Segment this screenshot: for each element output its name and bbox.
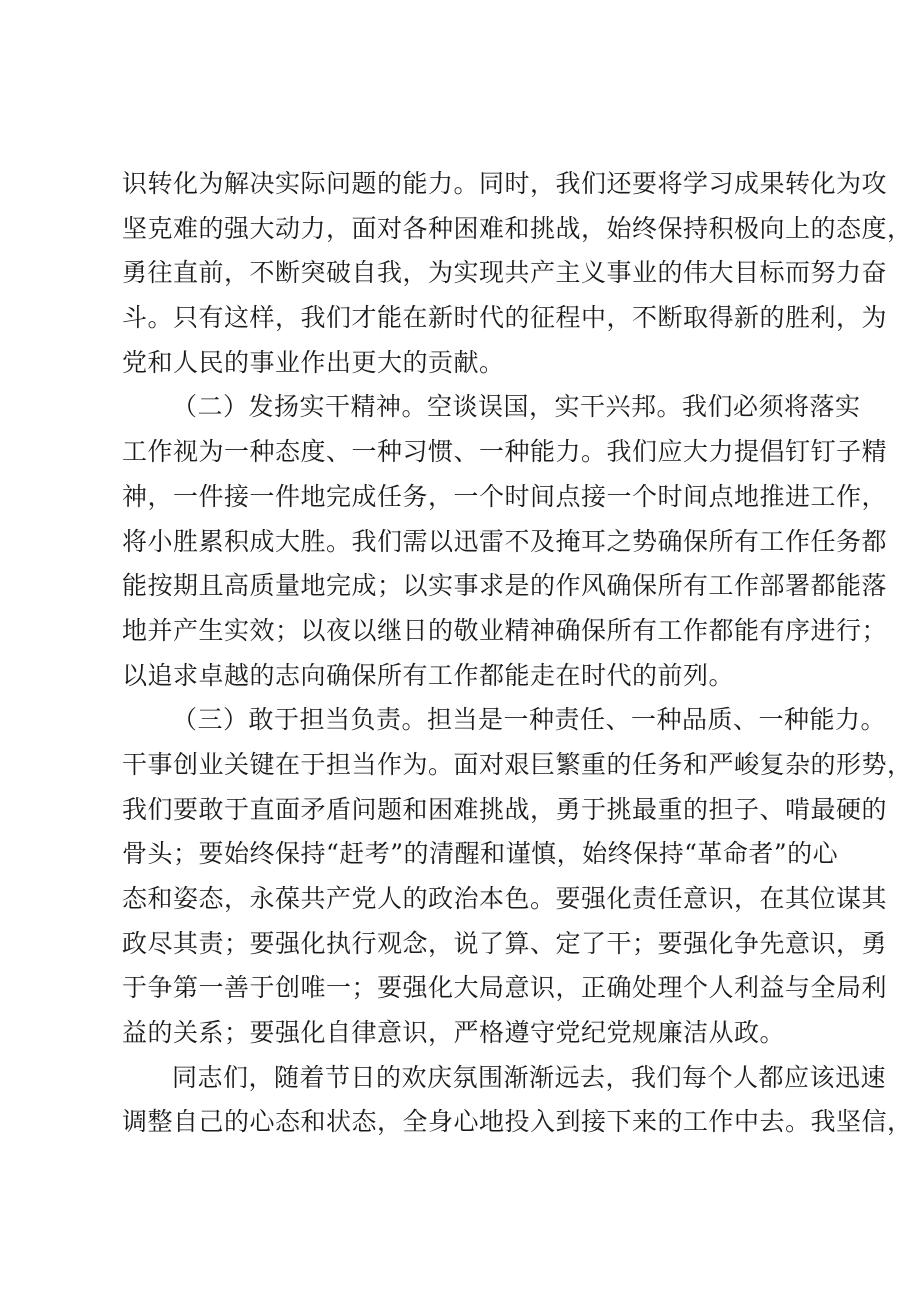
text-line: 于争第一善于创唯一；要强化大局意识，正确处理个人利益与全局利 [122, 973, 888, 1003]
text-line: 坚克难的强大动力，面对各种困难和挑战，始终保持积极向上的态度， [122, 213, 913, 243]
text-line: 调整自己的心态和状态，全身心地投入到接下来的工作中去。我坚信， [122, 1107, 913, 1137]
text-line: （三）敢于担当负责。担当是一种责任、一种品质、一种能力。 [172, 705, 887, 735]
text-line: 斗。只有这样，我们才能在新时代的征程中，不断取得新的胜利，为 [122, 303, 888, 333]
text-line: 我们要敢于直面矛盾问题和困难挑战，勇于挑最重的担子、啃最硬的 [122, 794, 888, 824]
text-line: 同志们，随着节日的欢庆氛围渐渐远去，我们每个人都应该迅速 [172, 1062, 887, 1092]
text-line: 将小胜累积成大胜。我们需以迅雷不及掩耳之势确保所有工作任务都 [122, 526, 888, 556]
paragraph-1 [122, 162, 913, 385]
text-line: 骨头；要始终保持“赶考”的清醒和谨慎，始终保持“革命者”的心 [122, 839, 839, 869]
text-line: 党和人民的事业作出更大的贡献。 [122, 347, 505, 377]
text-line: 以追求卓越的志向确保所有工作都能走在时代的前列。 [122, 660, 735, 690]
paragraph-4 [122, 1056, 913, 1145]
text-line: 地并产生实效；以夜以继日的敬业精神确保所有工作都能有序进行； [122, 615, 888, 645]
text-line: 益的关系；要强化自律意识，严格遵守党纪党规廉洁从政。 [122, 1018, 786, 1048]
text-line: 能按期且高质量地完成；以实事求是的作风确保所有工作部署都能落 [122, 571, 888, 601]
text-line: 态和姿态，永葆共产党人的政治本色。要强化责任意识，在其位谋其 [122, 884, 888, 913]
text-line: 神，一件接一件地完成任务，一个时间点接一个时间点地推进工作， [122, 481, 888, 511]
document-body [122, 162, 913, 1145]
text-line: （二）发扬实干精神。空谈误国，实干兴邦。我们必须将落实 [172, 392, 861, 422]
paragraph-3 [122, 698, 913, 1056]
text-line: 识转化为解决实际问题的能力。同时，我们还要将学习成果转化为攻 [122, 169, 888, 198]
paragraph-2 [122, 385, 888, 698]
text-line: 干事创业关键在于担当作为。面对艰巨繁重的任务和严峻复杂的形势， [122, 749, 913, 779]
text-line: 政尽其责；要强化执行观念，说了算、定了干；要强化争先意识，勇 [122, 928, 888, 958]
text-line: 勇往直前，不断突破自我，为实现共产主义事业的伟大目标而努力奋 [122, 258, 888, 288]
text-line: 工作视为一种态度、一种习惯、一种能力。我们应大力提倡钉钉子精 [122, 437, 888, 467]
